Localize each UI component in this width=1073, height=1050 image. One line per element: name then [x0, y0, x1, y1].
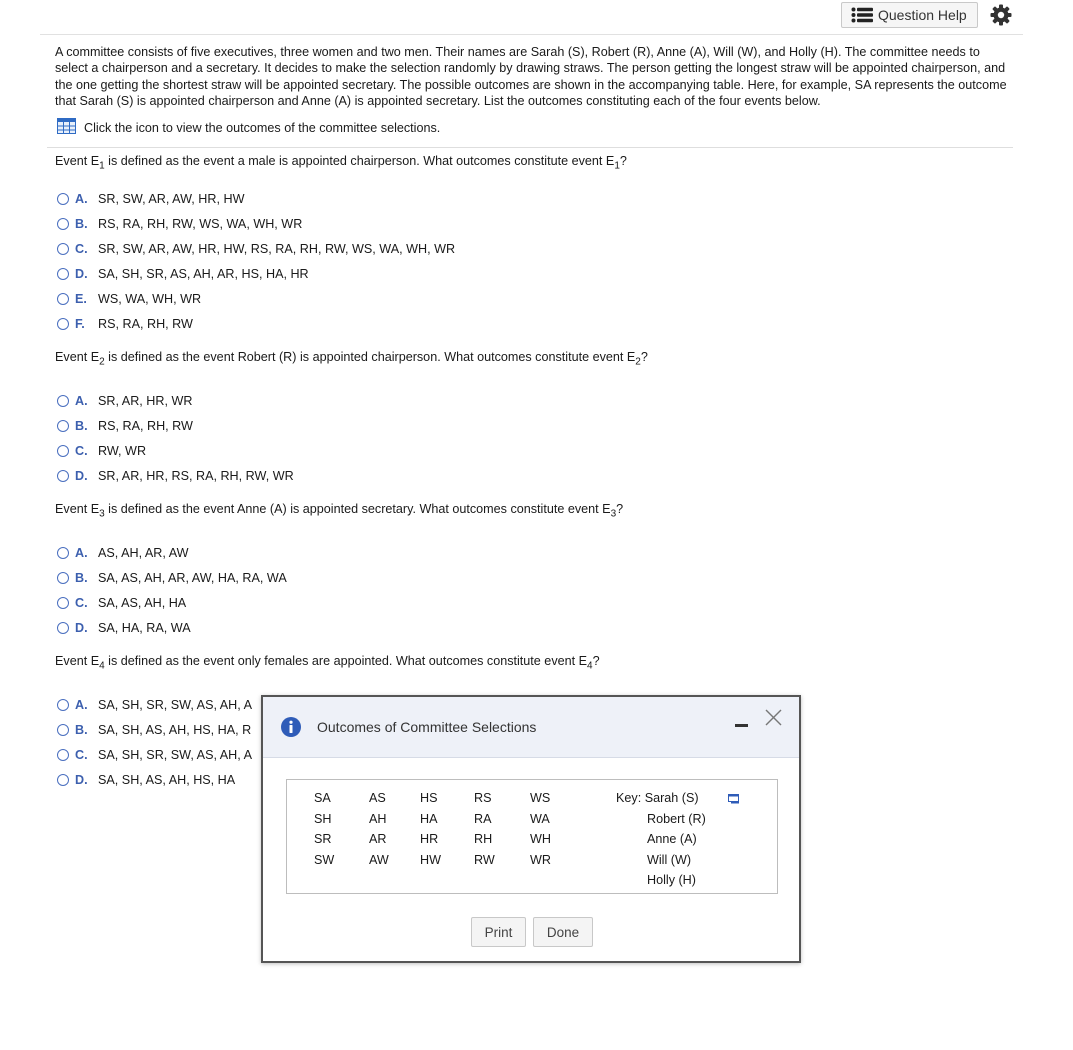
outcome-column-s: SA SH SR SW — [314, 791, 335, 867]
question-e3: Event $E_3$ is defined as the event Anne (A) is appointed secretary. What outcomes constitute event $E_3$? — [55, 502, 624, 520]
option-e4-d[interactable]: D. SA, SH, AS, AH, HS, HA — [57, 767, 252, 792]
dialog-title: Outcomes of Committee Selections — [317, 719, 537, 735]
option-e4-b[interactable]: B. SA, SH, AS, AH, HS, HA, R — [57, 717, 252, 742]
radio-button[interactable] — [57, 218, 69, 230]
option-e2-b[interactable]: B. RS, RA, RH, RW — [57, 413, 294, 438]
option-e4-a[interactable]: A. SA, SH, SR, SW, AS, AH, A — [57, 692, 252, 717]
table-link-text: Click the icon to view the outcomes of the committee selections. — [84, 120, 441, 135]
outcomes-table-link — [57, 118, 440, 137]
outcomes-table — [286, 779, 778, 894]
option-e1-a[interactable]: A. SR, SW, AR, AW, HR, HW — [57, 186, 455, 211]
outcome-column-a: AS AH AR AW — [369, 791, 389, 867]
minimize-icon[interactable] — [735, 717, 749, 731]
option-e1-d[interactable]: D. SA, SH, SR, AS, AH, AR, HS, HA, HR — [57, 261, 455, 286]
question-e2: Event $E_2$ is defined as the event Robert (R) is appointed chairperson. What outcomes constitute event $E_2$? — [55, 350, 648, 368]
radio-button[interactable] — [57, 699, 69, 711]
option-e3-d[interactable]: D. SA, HA, RA, WA — [57, 615, 287, 640]
outcome-column-r: RS RA RH RW — [474, 791, 495, 867]
options-e4 — [57, 692, 252, 792]
table-grid-icon[interactable] — [57, 118, 76, 137]
options-e2 — [57, 388, 294, 488]
option-e3-c[interactable]: C. SA, AS, AH, HA — [57, 590, 287, 615]
radio-button[interactable] — [57, 597, 69, 609]
print-button[interactable]: Print — [471, 917, 526, 947]
problem-statement: A committee consists of five executives, three women and two men. Their names are Sarah (S), Robert (R), Anne (A), Will (W), and Holly (H). The committee needs to select a chairperson and a secretary. It decides to make the selection randomly by drawing straws. The person getting the longest straw will be appointed chairperson, and the one getting the shortest straw will be appointed secretary. The possible outcomes are shown in the accompanying table. Here, for example, SA represents the outcome that Sarah (S) is appointed chairperson and Anne (A) is appointed secretary. List the outcomes constituting each of the four events below. — [55, 45, 1007, 108]
option-e2-c[interactable]: C. RW, WR — [57, 438, 294, 463]
radio-button[interactable] — [57, 243, 69, 255]
close-icon[interactable] — [765, 709, 782, 729]
done-button[interactable]: Done — [533, 917, 593, 947]
options-e1 — [57, 186, 455, 336]
radio-button[interactable] — [57, 445, 69, 457]
option-e3-a[interactable]: A. AS, AH, AR, AW — [57, 540, 287, 565]
radio-button[interactable] — [57, 547, 69, 559]
radio-button[interactable] — [57, 318, 69, 330]
header-divider — [40, 34, 1023, 35]
radio-button[interactable] — [57, 470, 69, 482]
outcomes-dialog — [261, 695, 801, 963]
radio-button[interactable] — [57, 193, 69, 205]
question-e1: Event $E_1$ is defined as the event a male is appointed chairperson. What outcomes constitute event $E_1$? — [55, 154, 627, 172]
option-e1-e[interactable]: E. WS, WA, WH, WR — [57, 286, 455, 311]
question-help-label: Question Help — [878, 7, 967, 23]
option-e4-c[interactable]: C. SA, SH, SR, SW, AS, AH, A — [57, 742, 252, 767]
options-e3 — [57, 540, 287, 640]
radio-button[interactable] — [57, 293, 69, 305]
list-icon — [851, 7, 873, 23]
radio-button[interactable] — [57, 268, 69, 280]
section-divider — [47, 147, 1013, 148]
info-icon — [281, 717, 301, 740]
radio-button[interactable] — [57, 774, 69, 786]
outcome-column-h: HS HA HR HW — [420, 791, 441, 867]
option-e1-c[interactable]: C. SR, SW, AR, AW, HR, HW, RS, RA, RH, RW, WS, WA, WH, WR — [57, 236, 455, 261]
radio-button[interactable] — [57, 420, 69, 432]
radio-button[interactable] — [57, 749, 69, 761]
radio-button[interactable] — [57, 395, 69, 407]
option-e1-f[interactable]: F. RS, RA, RH, RW — [57, 311, 455, 336]
dialog-header — [263, 697, 799, 758]
outcome-column-w: WS WA WH WR — [530, 791, 551, 867]
option-e1-b[interactable]: B. RS, RA, RH, RW, WS, WA, WH, WR — [57, 211, 455, 236]
question-e4: Event $E_4$ is defined as the event only females are appointed. What outcomes constitute event $E_4$? — [55, 654, 600, 672]
name-key: Key: Sarah (S) Robert (R) Anne (A) Will (W) Holly (H) — [616, 791, 706, 887]
option-e2-a[interactable]: A. SR, AR, HR, WR — [57, 388, 294, 413]
option-e2-d[interactable]: D. SR, AR, HR, RS, RA, RH, RW, WR — [57, 463, 294, 488]
radio-button[interactable] — [57, 572, 69, 584]
radio-button[interactable] — [57, 622, 69, 634]
question-help-button[interactable] — [841, 2, 978, 28]
option-e3-b[interactable]: B. SA, AS, AH, AR, AW, HA, RA, WA — [57, 565, 287, 590]
radio-button[interactable] — [57, 724, 69, 736]
settings-gear-icon[interactable] — [990, 4, 1012, 26]
popout-icon[interactable] — [728, 792, 740, 807]
